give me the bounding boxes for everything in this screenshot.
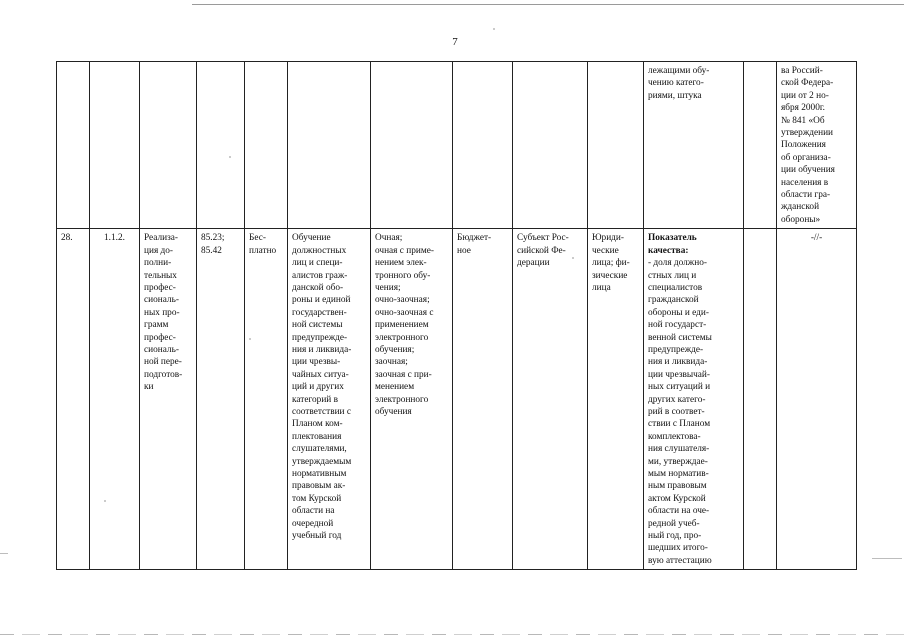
indicator-text: - доля должно- стных лиц и специалистов гражданской обороны и еди- ной государст- венной системы предупрежде- ния и ликвида- ции чрезвычай- ных ситуаций и других катего- рий в соответ- ствии с Планом комплектова- ния слушателя- ми, утверждае- мым норматив- ным правовым актом Курской области на оче- редной учеб- ный год, про- шедших итого- вую аттестацию [648, 258, 712, 566]
cell-payment-type [245, 229, 288, 570]
payment-type: Бес- платно [249, 233, 277, 256]
cell-empty [513, 62, 588, 229]
consumer-categories: Юриди- ческие лица; фи- зические лица [592, 233, 630, 293]
delivery-form: Очная; очная с приме- нением элек- тронного обу- чения; очно-заочная; очно-заочная с применением электронного обучения; заочная; заочная с при- менением электронного обучения [375, 233, 434, 417]
cell-indicator-continued [644, 62, 744, 229]
legal-basis: -//- [810, 233, 823, 244]
service-name: Реализа- ция до- полни- тельных профес- сиональ- ных про- грамм профес- сиональ- ной пере- подготов- ки [144, 233, 183, 393]
cell-empty [90, 62, 140, 229]
cell-empty [453, 62, 513, 229]
cell-basis-continued [777, 62, 857, 229]
services-registry-table [56, 61, 857, 570]
scan-bottom-noise [0, 634, 905, 635]
cell-delivery-form [371, 229, 453, 570]
basis-continued-text: ва Россий- ской Федера- ции от 2 но- ября 2000г. № 841 «Об утверждении Положения об организа- ции обучения населения в области гра- жданской обороны» [781, 66, 835, 225]
cell-funding-type [453, 229, 513, 570]
cell-empty [744, 62, 777, 229]
cell-quality-indicator [644, 229, 744, 570]
continuation-row [57, 62, 857, 229]
cell-empty [288, 62, 371, 229]
cell-service-code [90, 229, 140, 570]
service-code: 1.1.2. [104, 233, 125, 244]
table-row-28 [57, 229, 857, 570]
cell-founder [513, 229, 588, 570]
okved-codes: 85.23; 85.42 [201, 233, 225, 256]
cell-empty [588, 62, 644, 229]
cell-service-content [288, 229, 371, 570]
cell-okved-codes [197, 229, 245, 570]
funding-type: Бюджет- ное [457, 233, 492, 256]
page-number: 7 [452, 36, 458, 48]
cell-empty [245, 62, 288, 229]
cell-service-name [140, 229, 197, 570]
cell-empty [197, 62, 245, 229]
cell-consumers [588, 229, 644, 570]
cell-row-number [57, 229, 90, 570]
cell-empty [140, 62, 197, 229]
service-content: Обучение должностных лиц и специ- алистов граж- данской обо- роны и единой государствен- ной системы предупрежде- ния и ликвида- ции чрезвы- чайных ситуа- ций и других категорий в соответствии с Планом ком- плектования слушателями, утверждаемым нормативным правовым ак- том Курской области на очередной учебный год [292, 233, 352, 542]
cell-empty [371, 62, 453, 229]
founder: Субъект Рос- сийской Фе- дерации [517, 233, 569, 269]
cell-empty [744, 229, 777, 570]
scan-speck [493, 28, 495, 30]
scan-top-rule [192, 4, 904, 5]
cell-empty [57, 62, 90, 229]
indicator-continued-text: лежащими обу- чению катего- риями, штука [648, 66, 710, 101]
scan-edge-mark [0, 553, 8, 554]
indicator-title: Показатель качества: [648, 233, 697, 256]
cell-legal-basis [777, 229, 857, 570]
scan-edge-mark [872, 558, 902, 559]
row-number: 28. [61, 233, 73, 244]
